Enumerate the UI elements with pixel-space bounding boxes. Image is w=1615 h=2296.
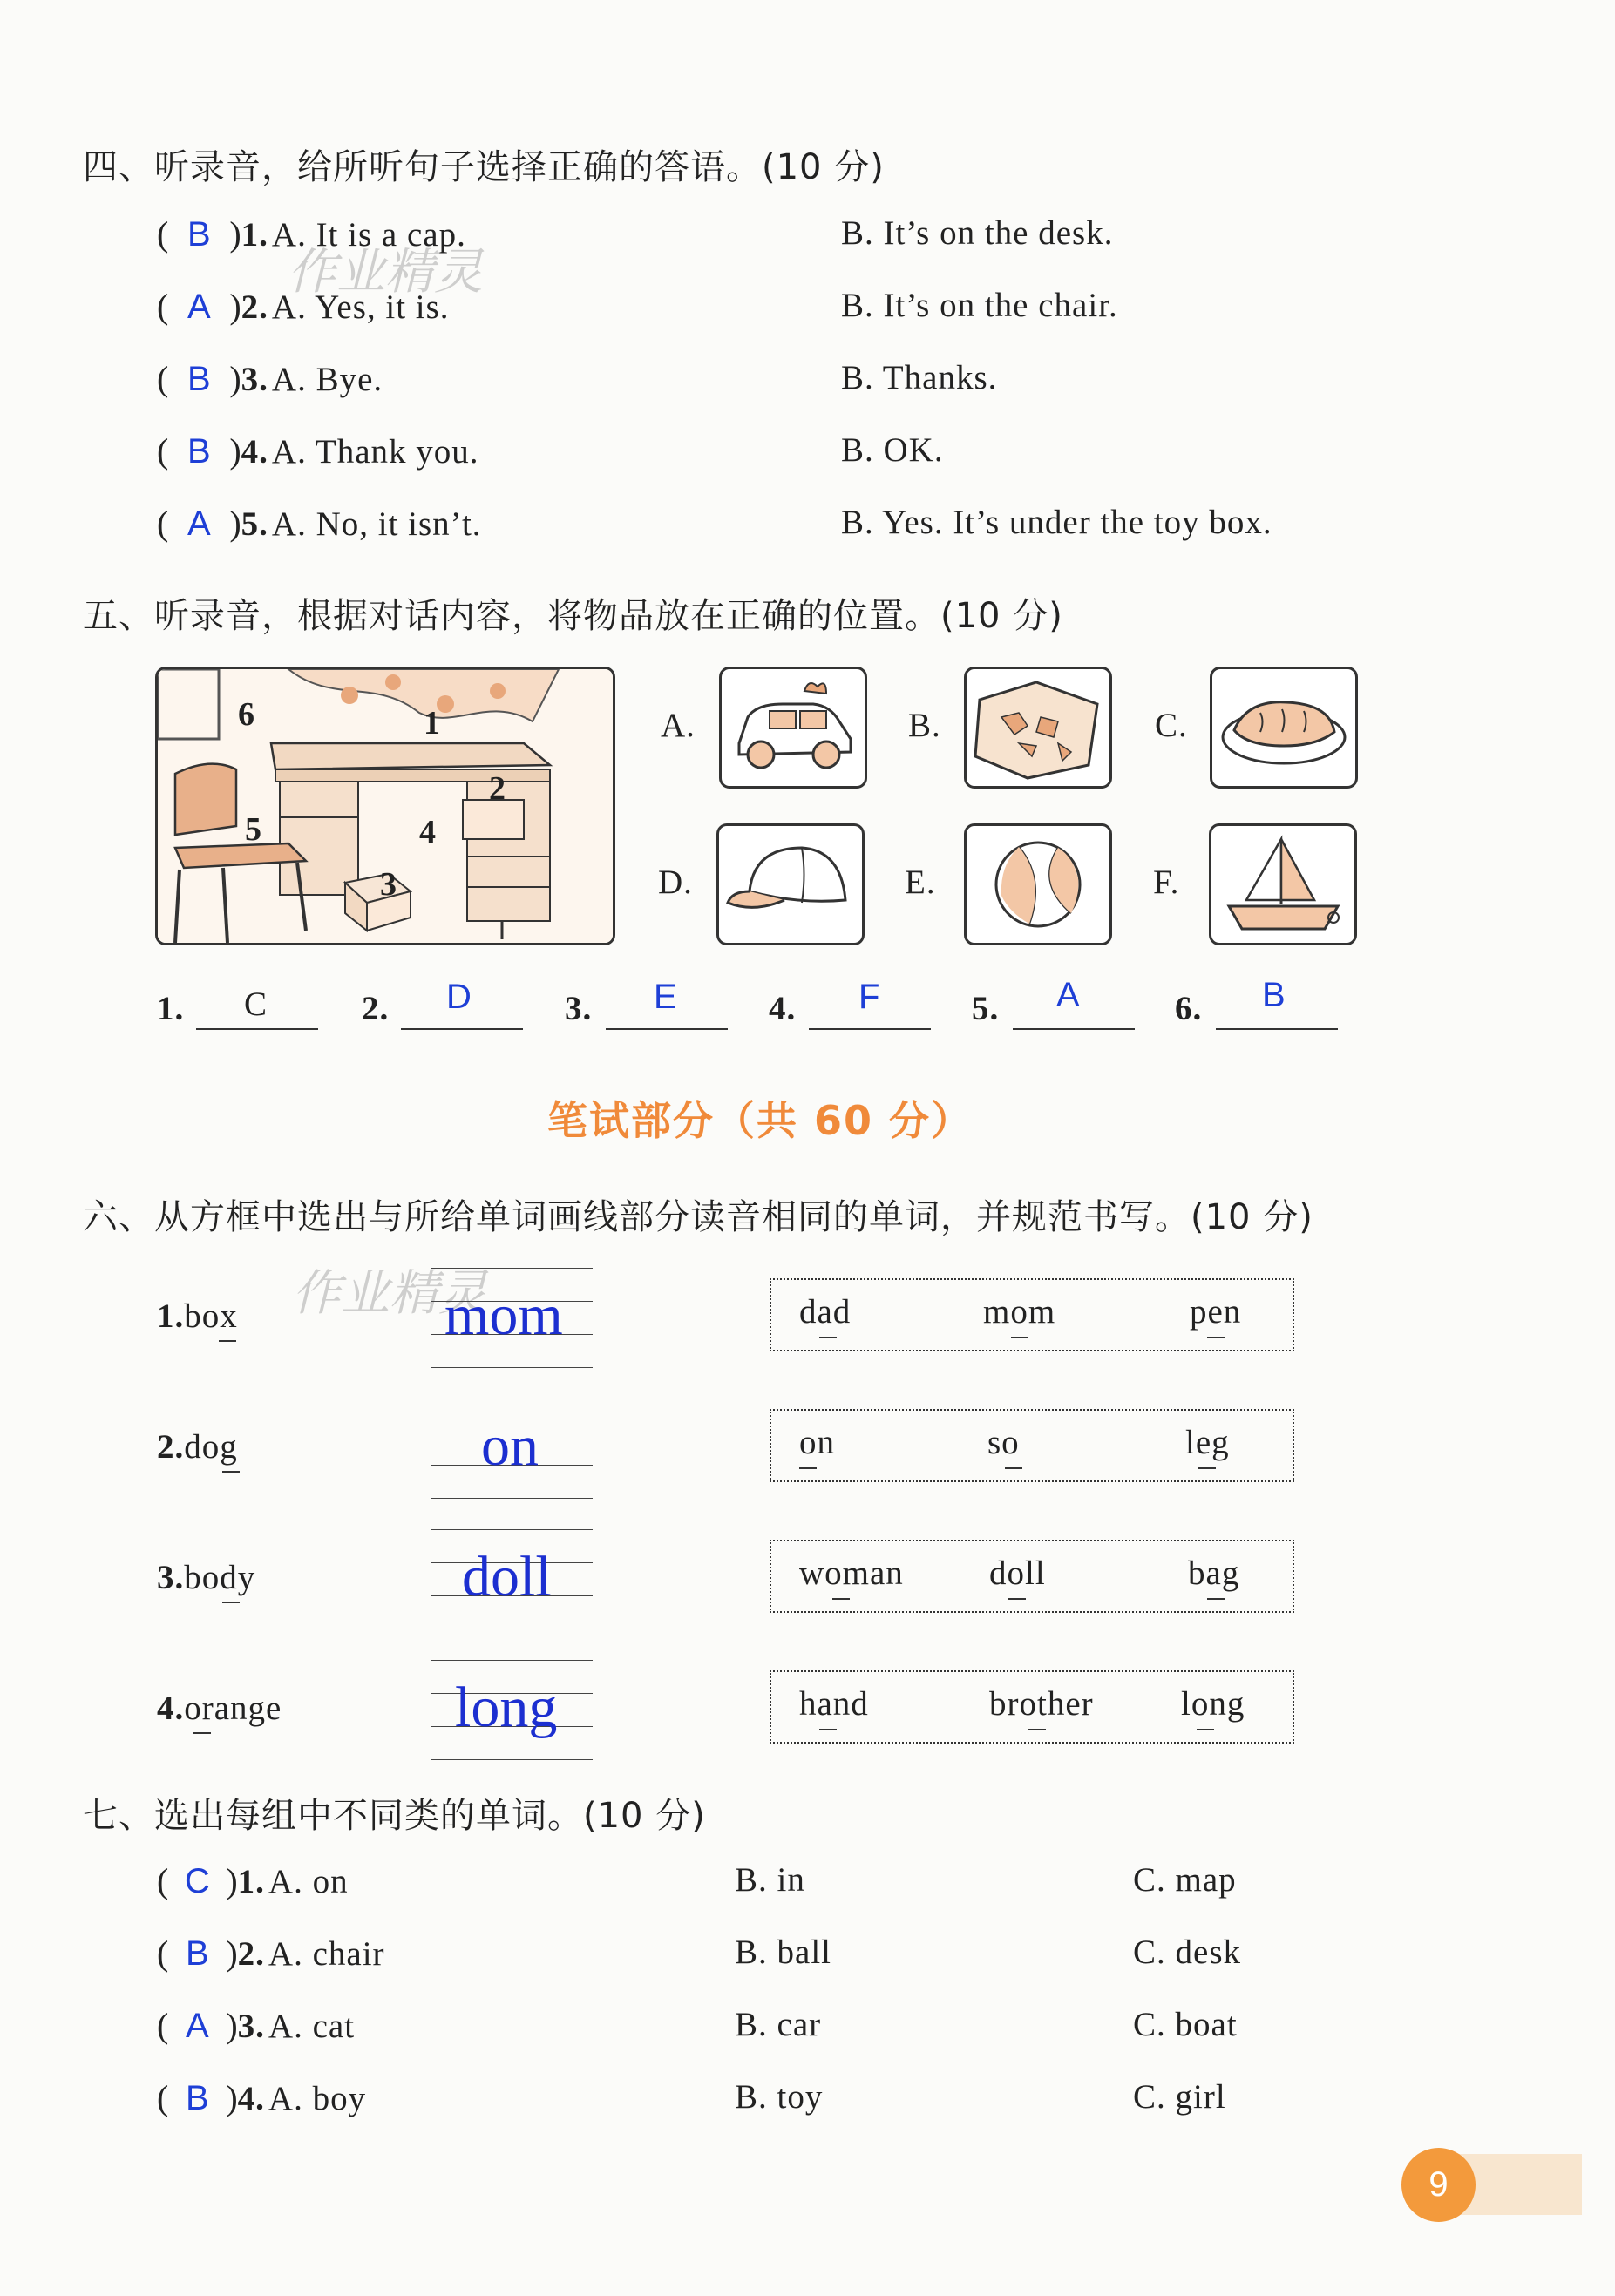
choice-box-2	[770, 1409, 1294, 1482]
choice-word: dad	[799, 1293, 852, 1331]
answer-value: C	[244, 985, 268, 1023]
room-scene-picture	[155, 667, 615, 945]
scene-number: 3	[380, 866, 397, 903]
question-number: 2.	[237, 1935, 265, 1973]
answer-number: 1.	[157, 990, 185, 1027]
watermark: 作业精灵	[288, 244, 483, 301]
bread-icon	[1212, 669, 1355, 786]
question-number: 3.	[241, 361, 268, 398]
option-image-e	[964, 823, 1112, 945]
ball-icon	[967, 826, 1109, 943]
option-a: A. It is a cap.	[271, 216, 466, 254]
option-a: A. chair	[268, 1935, 385, 1973]
option-b: B. It’s on the desk.	[841, 214, 1114, 252]
given-word: dog	[184, 1428, 238, 1466]
question-number: 4.	[241, 433, 268, 471]
answer-mark: C	[184, 1862, 210, 1900]
scene-number: 4	[419, 814, 436, 850]
section4-item-1: ( B )1. A. It is a cap.	[157, 214, 466, 254]
question-number: 3.	[157, 1559, 185, 1596]
option-image-a	[719, 667, 867, 789]
answer-value: B	[1262, 976, 1286, 1014]
option-a: A. No, it isn’t.	[271, 505, 482, 543]
map-icon	[967, 669, 1109, 786]
option-c: C. girl	[1133, 2078, 1226, 2116]
cap-icon	[719, 826, 862, 943]
given-word: orange	[184, 1690, 282, 1727]
watermark: 作业精灵	[292, 1265, 487, 1322]
option-image-f	[1209, 823, 1357, 945]
answer-number: 3.	[565, 990, 593, 1027]
answer-number: 4.	[769, 990, 797, 1027]
answer-mark: A	[187, 288, 211, 326]
handwritten-answer: on	[481, 1414, 539, 1478]
question-number: 5.	[241, 505, 268, 543]
question-number: 3.	[237, 2008, 265, 2045]
question-number: 1.	[237, 1863, 265, 1900]
option-c: C. boat	[1133, 2006, 1238, 2043]
answer-number: 2.	[362, 990, 390, 1027]
toy-car-icon	[722, 669, 865, 786]
option-image-b	[964, 667, 1112, 789]
section7-item-1: ( C )1. A. on	[157, 1861, 349, 1900]
question-number: 4.	[157, 1690, 185, 1727]
section6-item-1	[157, 1297, 238, 1336]
section4-item-3: ( B )3. A. Bye.	[157, 359, 383, 398]
option-a: A. Thank you.	[271, 433, 479, 471]
option-image-c	[1210, 667, 1358, 789]
answer-number: 5.	[972, 990, 1000, 1027]
choice-word: long	[1181, 1685, 1245, 1723]
section7-item-4: ( B )4. A. boy	[157, 2078, 367, 2117]
choice-word: woman	[799, 1554, 904, 1592]
option-c: C. desk	[1133, 1934, 1241, 1971]
answer-mark: B	[187, 432, 211, 471]
answer-value: D	[446, 978, 472, 1016]
handwritten-answer: long	[455, 1676, 558, 1739]
given-word: box	[184, 1297, 238, 1335]
choice-word: hand	[799, 1685, 869, 1723]
answer-mark: B	[187, 360, 211, 398]
choice-word: on	[799, 1424, 835, 1461]
choice-word: brother	[989, 1685, 1094, 1723]
section4-title: 四、听录音，给所听句子选择正确的答语。(10 分)	[83, 147, 885, 187]
choice-word: pen	[1190, 1293, 1242, 1331]
option-a: A. cat	[268, 2008, 356, 2045]
option-a: A. Yes, it is.	[271, 288, 450, 326]
choice-word: so	[987, 1424, 1020, 1461]
question-number: 1.	[157, 1297, 185, 1335]
handwritten-answer: mom	[444, 1283, 563, 1347]
section7-item-3: ( A )3. A. cat	[157, 2006, 356, 2045]
answer-mark: B	[185, 1934, 209, 1973]
answer-value: E	[654, 978, 677, 1016]
boat-icon	[1211, 826, 1354, 943]
answer-value: A	[1056, 976, 1080, 1014]
section5-title: 五、听录音，根据对话内容，将物品放在正确的位置。(10 分)	[83, 596, 1063, 636]
section7-title: 七、选出每组中不同类的单词。(10 分)	[83, 1796, 706, 1836]
option-b: B. car	[735, 2006, 822, 2043]
option-b: B. Thanks.	[841, 359, 998, 396]
answer-number: 6.	[1175, 990, 1203, 1027]
option-label: C.	[1155, 707, 1188, 744]
option-b: B. It’s on the chair.	[841, 287, 1118, 324]
answer-mark: A	[185, 2007, 209, 2045]
option-label: D.	[658, 864, 693, 901]
section4-item-5: ( A )5. A. No, it isn’t.	[157, 504, 482, 543]
scene-number: 5	[245, 811, 261, 848]
option-label: E.	[905, 864, 936, 901]
option-b: B. ball	[735, 1934, 831, 1971]
option-a: A. on	[268, 1863, 349, 1900]
section6-item-3	[157, 1558, 255, 1597]
scene-number: 1	[424, 705, 440, 742]
choice-word: mom	[983, 1293, 1056, 1331]
section6-item-4	[157, 1689, 282, 1728]
choice-box-1	[770, 1278, 1294, 1351]
option-a: A. boy	[268, 2080, 367, 2117]
section4-item-2: ( A )2. A. Yes, it is.	[157, 287, 450, 326]
option-image-d	[716, 823, 865, 945]
choice-box-3	[770, 1540, 1294, 1613]
choice-box-4	[770, 1670, 1294, 1744]
choice-word: doll	[989, 1554, 1046, 1592]
choice-word: bag	[1188, 1554, 1240, 1592]
answer-mark: B	[185, 2079, 209, 2117]
section6-item-2	[157, 1427, 238, 1466]
option-label: B.	[908, 707, 941, 744]
option-b: B. toy	[735, 2078, 824, 2116]
answer-mark: A	[187, 505, 211, 543]
handwritten-answer: doll	[462, 1545, 552, 1609]
question-number: 2.	[157, 1428, 185, 1466]
given-word: body	[184, 1559, 256, 1596]
option-label: A.	[661, 707, 696, 744]
choice-word: leg	[1185, 1424, 1230, 1461]
page-number: 9	[1401, 2148, 1476, 2222]
answer-mark: B	[187, 215, 211, 254]
option-b: B. in	[735, 1861, 805, 1899]
section4-item-4: ( B )4. A. Thank you.	[157, 431, 479, 471]
option-b: B. OK.	[841, 431, 944, 469]
section7-item-2: ( B )2. A. chair	[157, 1934, 385, 1973]
section6-title: 六、从方框中选出与所给单词画线部分读音相同的单词，并规范书写。(10 分)	[83, 1197, 1313, 1237]
question-number: 1.	[241, 216, 268, 254]
question-number: 4.	[237, 2080, 265, 2117]
scene-number: 2	[489, 770, 506, 807]
option-b: B. Yes. It’s under the toy box.	[841, 504, 1272, 541]
option-label: F.	[1153, 864, 1180, 901]
question-number: 2.	[241, 288, 268, 326]
option-a: A. Bye.	[271, 361, 383, 398]
written-part-title: 笔试部分（共 60 分）	[547, 1097, 974, 1144]
option-c: C. map	[1133, 1861, 1237, 1899]
scene-number: 6	[238, 696, 254, 733]
answer-value: F	[858, 978, 880, 1016]
